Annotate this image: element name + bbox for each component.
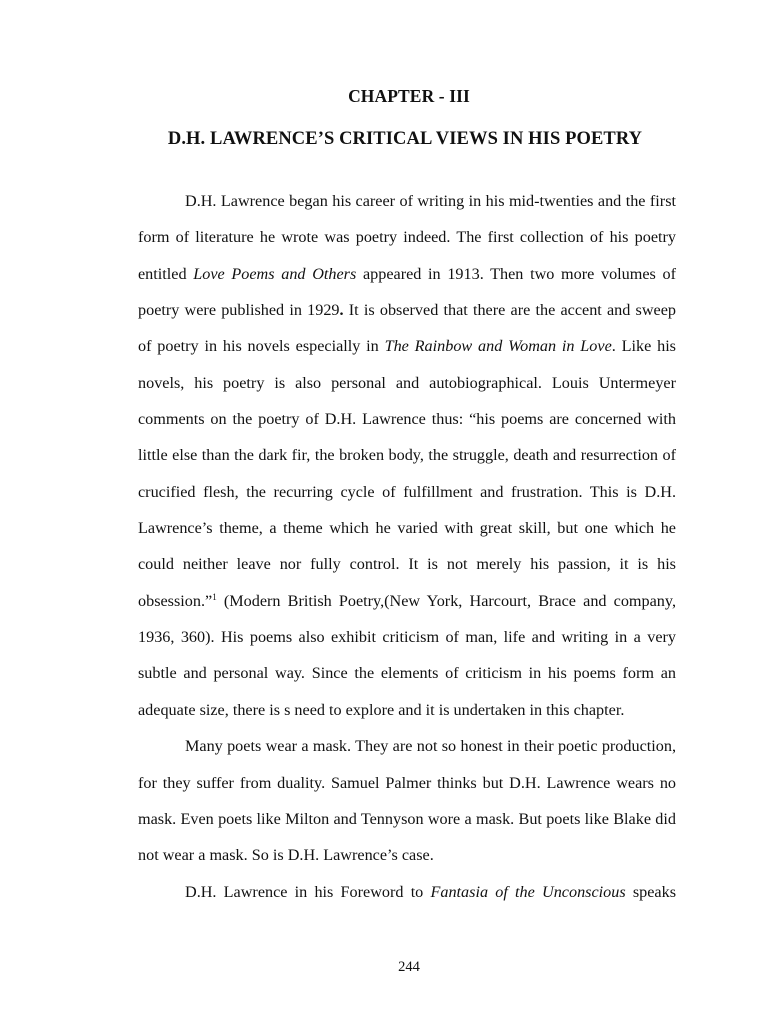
paragraph-3-text-b: speaks bbox=[625, 882, 676, 901]
paragraph-1-text-b: appeared in 1913. Then two more volumes of poetry were published in 1929 bbox=[138, 264, 677, 320]
chapter-label: CHAPTER - III bbox=[348, 86, 470, 106]
paragraph-3-text-a: D.H. Lawrence in his Foreword to bbox=[185, 882, 431, 901]
body-text bbox=[138, 183, 676, 910]
paragraph-3 bbox=[138, 874, 676, 910]
bold-period: . bbox=[339, 301, 344, 320]
paragraph-1-text-e: (Modern British Poetry,(New York, Harcourt, Brace and company, 1936, 360). His poems also exhibit criticism of man, life and writing in a very subtle and personal way. Since the elements of criticism in his poems form an adequate size, there is s need to explore and it is undertaken in this chapter. bbox=[138, 591, 676, 719]
paragraph-1-text-a: D.H. Lawrence began his career of writing in his mid-twenties and the first form of literature he wrote was poetry indeed. The first collection of his poetry entitled bbox=[138, 192, 676, 283]
chapter-title: D.H. LAWRENCE’S CRITICAL VIEWS IN HIS POETRY bbox=[167, 129, 643, 149]
paragraph-1-text-c: It is observed that there are the accent and sweep of poetry in his novels especially in bbox=[138, 301, 677, 356]
paragraph-1-text-d: . Like his novels, his poetry is also personal and autobiographical. Louis Untermeyer comments on the poetry of D.H. Lawrence thus: “his poems are concerned with little else than the dark fir, the broken body, the struggle, death and resurrection of crucified flesh, the recurring cycle of fulfillment and frustration. This is D.H. Lawrence’s theme, a theme which he varied with great skill, but one which he could neither leave nor fully control. It is not merely his passion, it is his obsession.” bbox=[138, 337, 676, 610]
page-number: 244 bbox=[398, 959, 420, 975]
paragraph-1 bbox=[138, 183, 676, 728]
book-title-rainbow: The Rainbow and Woman in Love bbox=[384, 337, 612, 356]
book-title-love-poems: Love Poems and Others bbox=[193, 264, 357, 283]
paragraph-2: Many poets wear a mask. They are not so honest in their poetic production, for they suffer from duality. Samuel Palmer thinks but D.H. Lawrence wears no mask. Even poets like Milton and Tennyson wore a mask. But poets like Blake did not wear a mask. So is D.H. Lawrence’s case. bbox=[138, 737, 676, 865]
book-title-fantasia: Fantasia of the Unconscious bbox=[430, 882, 626, 901]
footnote-marker: 1 bbox=[212, 591, 217, 602]
